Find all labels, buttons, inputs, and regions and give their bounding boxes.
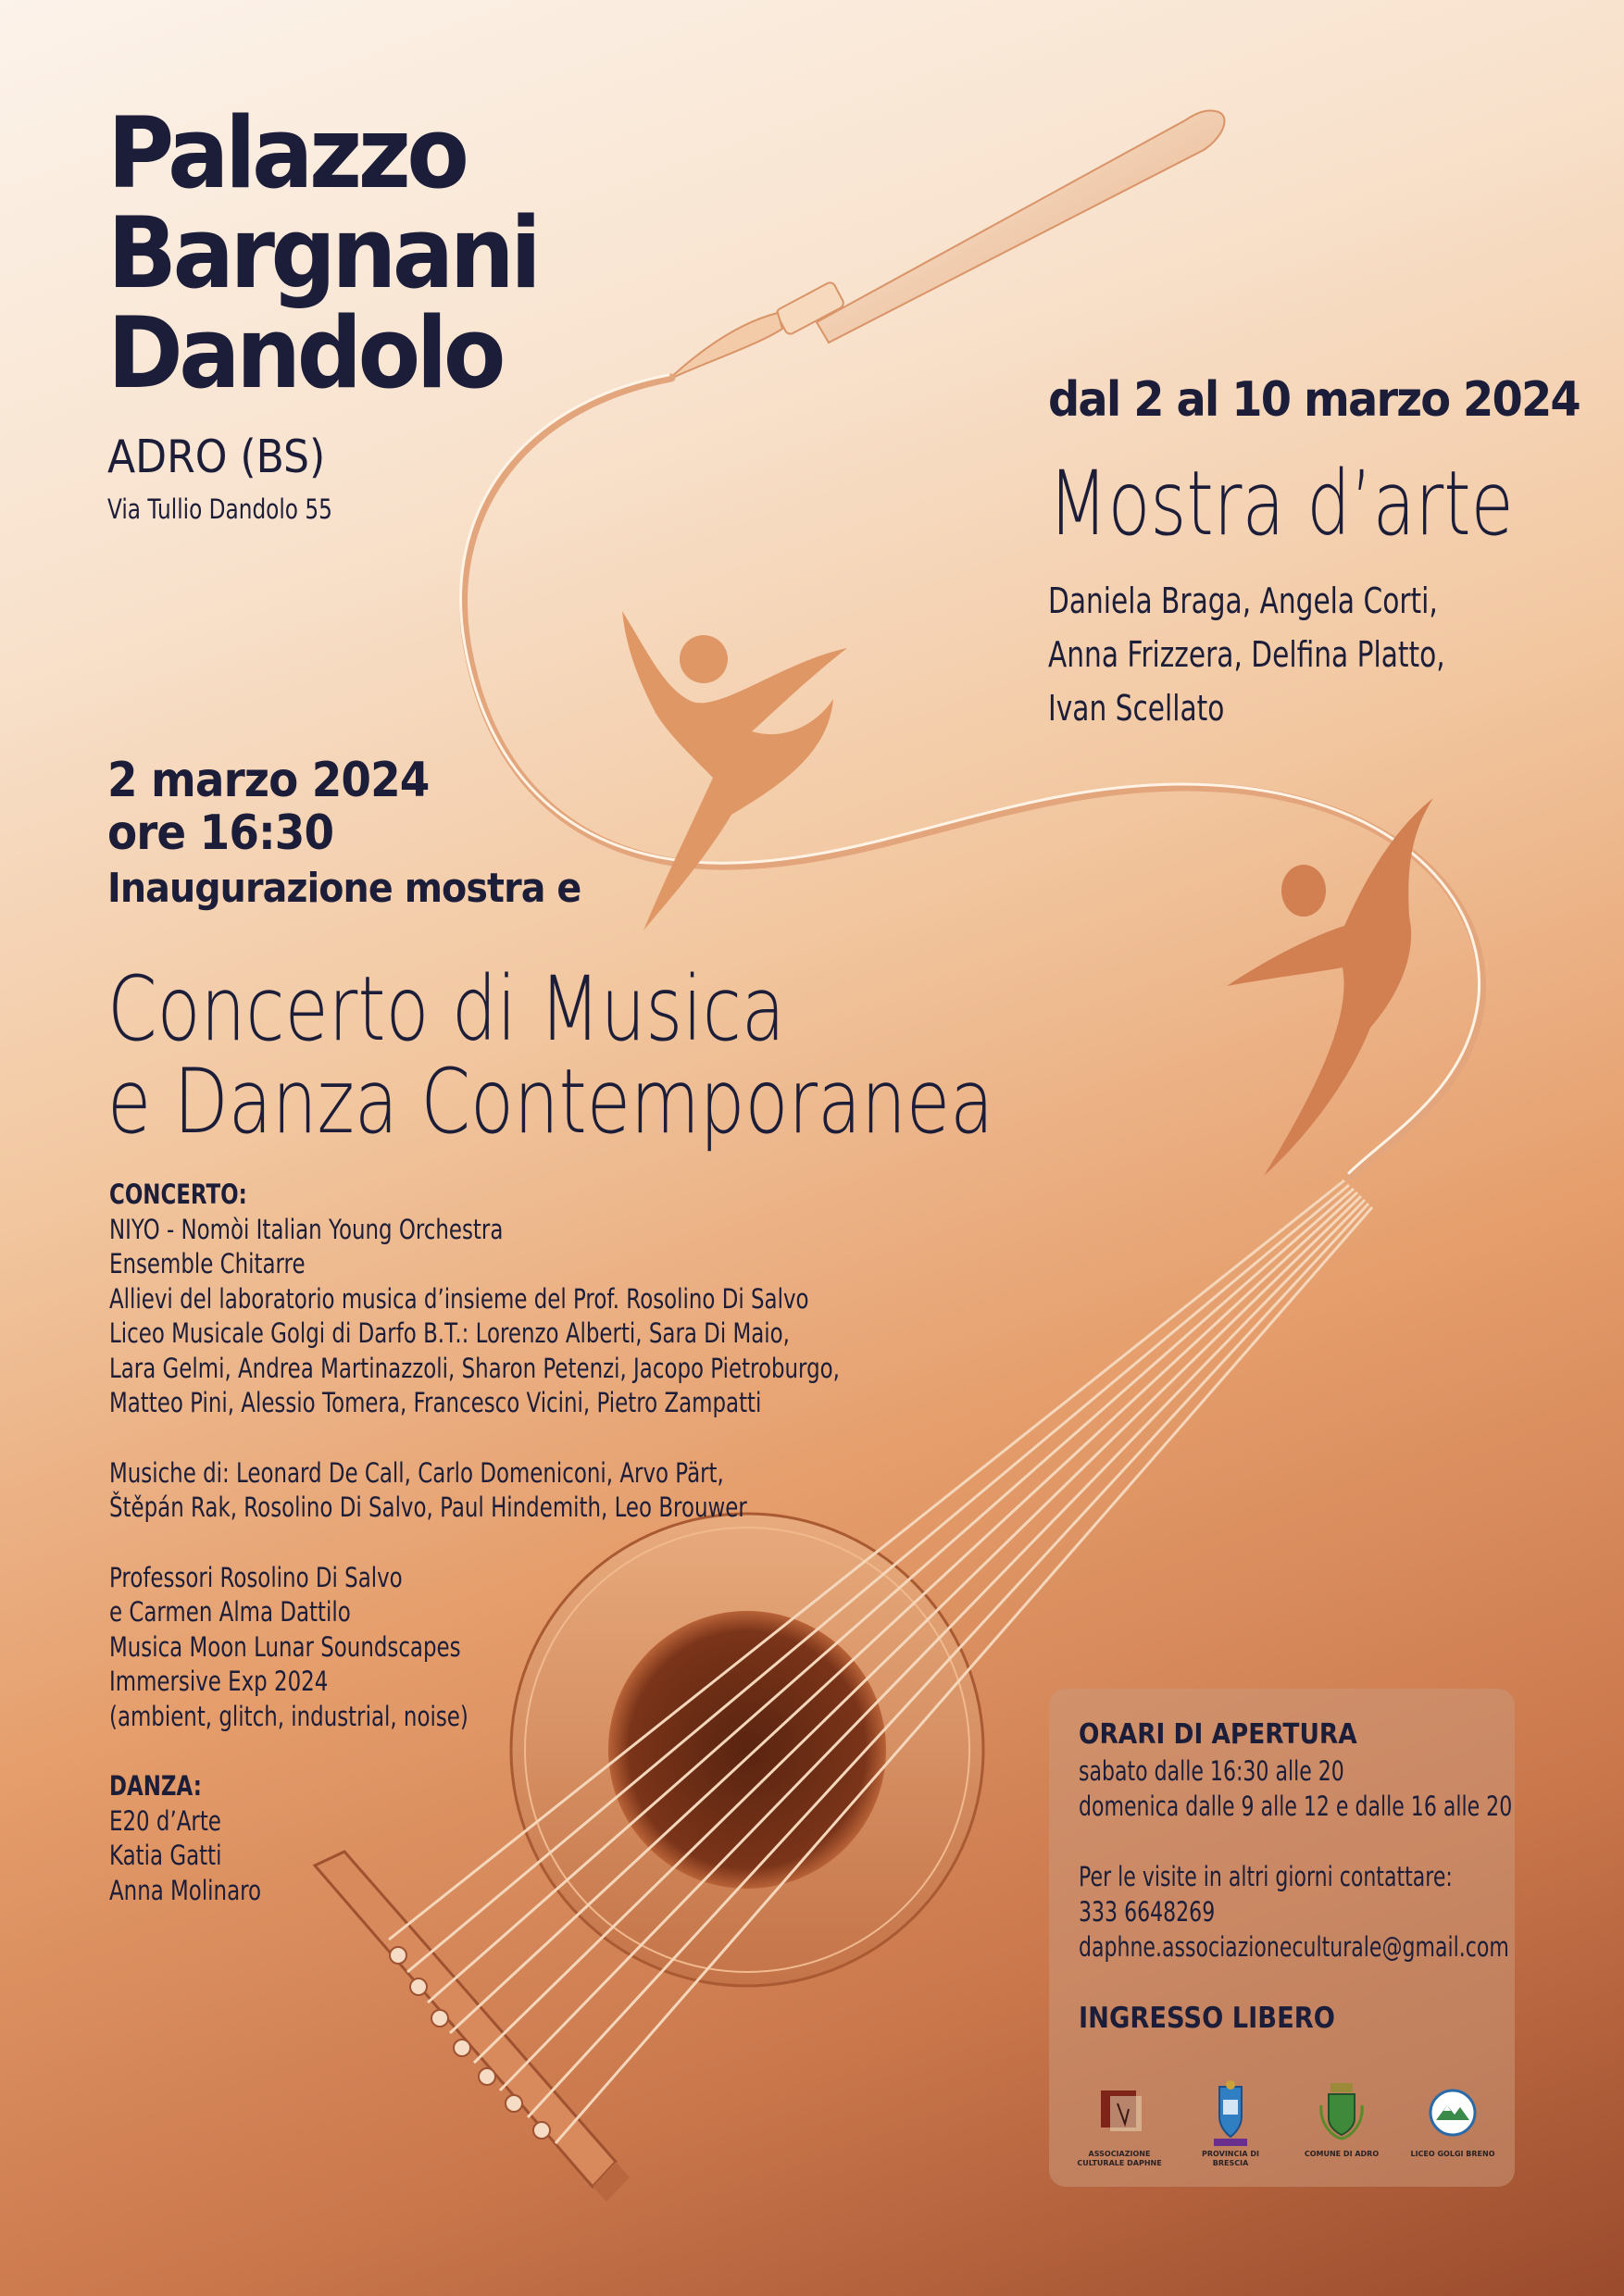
event-inauguration: Inaugurazione mostra e bbox=[107, 865, 581, 912]
provincia-brescia-crest-icon bbox=[1184, 2078, 1277, 2170]
composers-line: Štěpán Rak, Rosolino Di Salvo, Paul Hindemith, Leo Brouwer bbox=[109, 1491, 747, 1523]
dance-line: Katia Gatti bbox=[109, 1840, 222, 1871]
opening-hours-title: ORARI DI APERTURA bbox=[1079, 1718, 1357, 1751]
contact-phone: 333 6648269 bbox=[1079, 1896, 1216, 1928]
credit-line: Lara Gelmi, Andrea Martinazzoli, Sharon Petenzi, Jacopo Pietroburgo, bbox=[109, 1352, 840, 1384]
dance-line: E20 d’Arte bbox=[109, 1804, 221, 1837]
logo-label: PROVINCIA DI BRESCIA bbox=[1202, 2150, 1259, 2167]
daphne-logo-icon bbox=[1073, 2078, 1166, 2170]
concert-title bbox=[107, 957, 994, 1154]
logo-label: ASSOCIAZIONE CULTURALE DAPHNE bbox=[1077, 2150, 1162, 2167]
dancer-left-icon bbox=[622, 611, 847, 930]
professor-line: e Carmen Alma Dattilo bbox=[109, 1596, 351, 1628]
concert-heading: CONCERTO: bbox=[109, 1179, 247, 1210]
venue-name bbox=[107, 96, 569, 410]
venue-address: Via Tullio Dandolo 55 bbox=[107, 493, 332, 525]
composers-line: Musiche di: Leonard De Call, Carlo Domeniconi, Arvo Pärt, bbox=[109, 1456, 724, 1489]
credit-line: Allievi del laboratorio musica d’insieme del Prof. Rosolino Di Salvo bbox=[109, 1282, 809, 1315]
exhibition-title: Mostra d’arte bbox=[1048, 452, 1514, 555]
logo-label: COMUNE DI ADRO bbox=[1304, 2150, 1380, 2158]
logo-label: LICEO GOLGI BRENO bbox=[1410, 2150, 1495, 2158]
credit-line: Ensemble Chitarre bbox=[109, 1248, 306, 1279]
contact-note: Per le visite in altri giorni contattare: bbox=[1079, 1861, 1453, 1892]
event-info bbox=[107, 755, 633, 917]
artist-line: Daniela Braga, Angela Corti, bbox=[1048, 580, 1438, 621]
event-date: 2 marzo 2024 bbox=[107, 753, 430, 808]
venue-city: ADRO (BS) bbox=[107, 430, 326, 483]
exhibition-dates: dal 2 al 10 marzo 2024 bbox=[1048, 372, 1580, 428]
opening-hours-box bbox=[1049, 1689, 1515, 2187]
exhibition-artists bbox=[1048, 574, 1445, 735]
professor-line: (ambient, glitch, industrial, noise) bbox=[109, 1700, 468, 1732]
dancer-right-icon bbox=[1227, 798, 1433, 1176]
credit-line: Liceo Musicale Golgi di Darfo B.T.: Lorenzo Alberti, Sara Di Maio, bbox=[109, 1317, 790, 1349]
free-entry-label: INGRESSO LIBERO bbox=[1079, 2002, 1335, 2035]
dance-line: Anna Molinaro bbox=[109, 1874, 262, 1906]
professor-line: Immersive Exp 2024 bbox=[109, 1666, 329, 1697]
credit-line: NIYO - Nomòi Italian Young Orchestra bbox=[109, 1213, 504, 1245]
liceo-golgi-breno-logo-icon bbox=[1406, 2078, 1499, 2170]
contact-email: daphne.associazioneculturale@gmail.com bbox=[1079, 1931, 1509, 1963]
event-time: ore 16:30 bbox=[107, 805, 334, 861]
opening-hours-line: sabato dalle 16:30 alle 20 bbox=[1079, 1755, 1344, 1787]
concert-title-line: e Danza Contemporanea bbox=[107, 1050, 994, 1154]
venue-name-line: Palazzo bbox=[107, 96, 466, 210]
artist-line: Ivan Scellato bbox=[1048, 688, 1225, 729]
artist-line: Anna Frizzera, Delfina Platto, bbox=[1048, 634, 1445, 675]
venue-name-line: Dandolo bbox=[107, 296, 502, 410]
dance-heading: DANZA: bbox=[109, 1770, 202, 1802]
professor-line: Musica Moon Lunar Soundscapes bbox=[109, 1630, 461, 1663]
concert-title-line: Concerto di Musica bbox=[107, 957, 785, 1061]
credit-line: Matteo Pini, Alessio Tomera, Francesco Vicini, Pietro Zampatti bbox=[109, 1387, 762, 1418]
venue-name-line: Bargnani bbox=[107, 196, 538, 310]
opening-hours-line: domenica dalle 9 alle 12 e dalle 16 alle 20 bbox=[1079, 1791, 1513, 1822]
partner-logos bbox=[1073, 2078, 1499, 2170]
program-credits bbox=[109, 1178, 840, 1908]
professor-line: Professori Rosolino Di Salvo bbox=[109, 1561, 403, 1593]
comune-adro-crest-icon bbox=[1295, 2078, 1388, 2170]
paintbrush-icon bbox=[668, 110, 1224, 380]
